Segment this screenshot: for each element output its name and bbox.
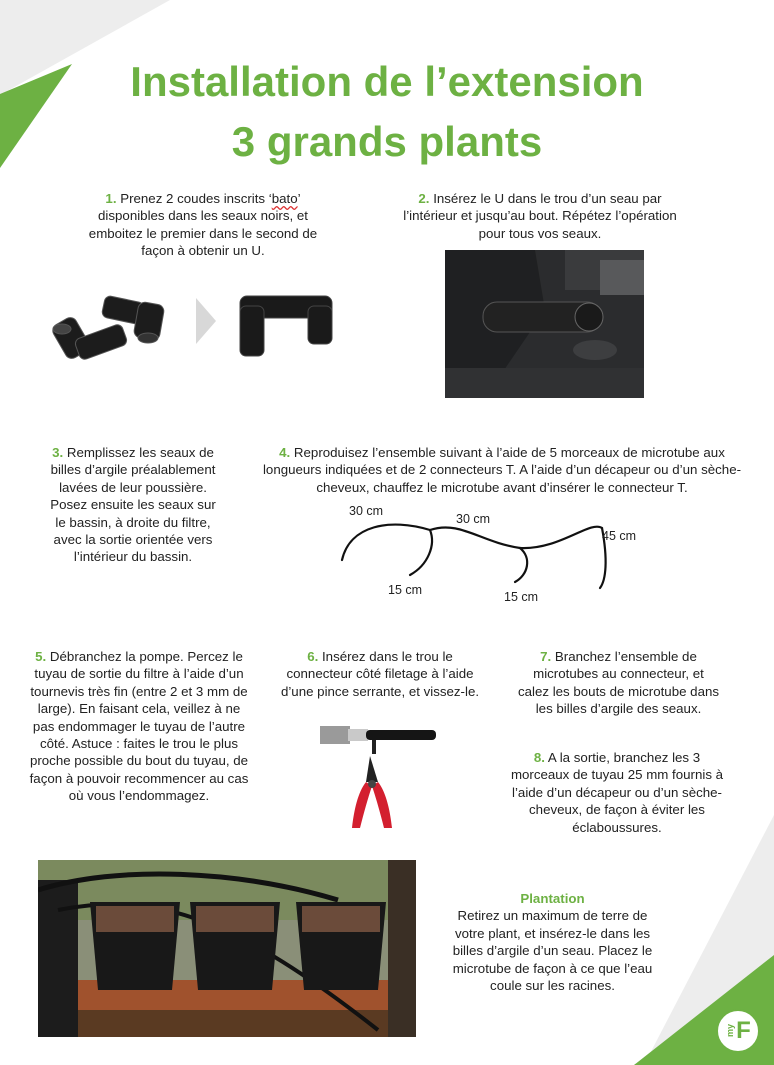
step-number: 5.: [35, 649, 47, 664]
step-text: ’ disponibles dans les seaux noirs, et emboitez le premier dans le second de façon à obtenir un U.: [88, 191, 318, 259]
step-number: 8.: [533, 750, 545, 765]
pliers-connector-photo: [320, 722, 440, 832]
step-text: Prenez 2 coudes inscrits ‘: [116, 191, 272, 206]
step-1: [72, 190, 334, 260]
spellcheck-word: bato: [271, 191, 298, 206]
page-title: [0, 56, 774, 168]
step-number: 7.: [540, 649, 552, 664]
step-text: Branchez l’ensemble de microtubes au connecteur, et calez les bouts de microtube dans les billes d’argile des seaux.: [517, 649, 720, 717]
plantation-heading: Plantation: [520, 891, 585, 906]
step-number: 1.: [105, 191, 117, 206]
step-2: [400, 190, 680, 242]
length-label: 30 cm: [456, 512, 491, 526]
bucket-interior-photo: [445, 250, 644, 398]
buckets-on-pond-photo: [38, 860, 416, 1037]
step-3: [44, 444, 222, 566]
step-number: 3.: [52, 445, 64, 460]
elbows-separate-photo: [48, 285, 173, 370]
step-4: [257, 444, 747, 496]
elbows-u-shape-photo: [238, 290, 336, 360]
logo-small-text: my: [725, 1024, 736, 1038]
length-label: 15 cm: [388, 583, 423, 597]
brand-logo: [716, 1009, 760, 1053]
step-7: [516, 648, 721, 718]
title-line-1: Installation de l’extension: [130, 58, 644, 105]
step-6: [280, 648, 480, 700]
step-text: Remplissez les seaux de billes d’argile préalablement lavées de leur poussière. Posez ensuite les seaux sur le bassin, à droite du filtre, avec la sortie orientée vers l’intérieur du bassin.: [50, 445, 216, 565]
arrow-right-icon: [196, 298, 218, 344]
step-5: [28, 648, 250, 805]
length-label: 30 cm: [349, 504, 384, 518]
length-label: 15 cm: [504, 590, 539, 604]
step-text: Débranchez la pompe. Percez le tuyau de sortie du filtre à l’aide d’un tournevis très fin (entre 2 et 3 mm de large). En faisant cela, veillez à ne pas endommager le tuyau de l’autre côté. Astuce : faites le trou le plus proche possible du bout du tuyau, de façon à pouvoir recommencer au cas où vous l’endommagez.: [29, 649, 249, 804]
step-number: 4.: [279, 445, 291, 460]
step-text: Insérez le U dans le trou d’un seau par l’intérieur et jusqu’au bout. Répétez l’opération pour tous vos seaux.: [403, 191, 677, 241]
step-text: Reproduisez l’ensemble suivant à l’aide de 5 morceaux de microtube aux longueurs indiquées et de 2 connecteurs T. A l’aide d’un décapeur ou d’un sèche-cheveux, chauffez le microtube avant d’insérer le connecteur T.: [262, 445, 742, 495]
title-line-2: 3 grands plants: [231, 118, 543, 165]
step-8: [506, 749, 728, 836]
step-text: Insérez dans le trou le connecteur côté filetage à l’aide d’une pince serrante, et vissez-le.: [280, 649, 480, 699]
length-label: 45 cm: [602, 529, 637, 543]
logo-letter: F: [736, 1017, 751, 1044]
step-text: A la sortie, branchez les 3 morceaux de tuyau 25 mm fournis à l’aide d’un décapeur ou d’un sèche-cheveux, de façon à éviter les éclaboussures.: [510, 750, 724, 835]
step-number: 6.: [307, 649, 319, 664]
plantation-text: Retirez un maximum de terre de votre plant, et insérez-le dans les billes d’argile d’un seau. Placez le microtube de façon à ce que l’eau coule sur les racines.: [452, 908, 653, 994]
plantation-section: [450, 890, 655, 994]
step-number: 2.: [418, 191, 430, 206]
